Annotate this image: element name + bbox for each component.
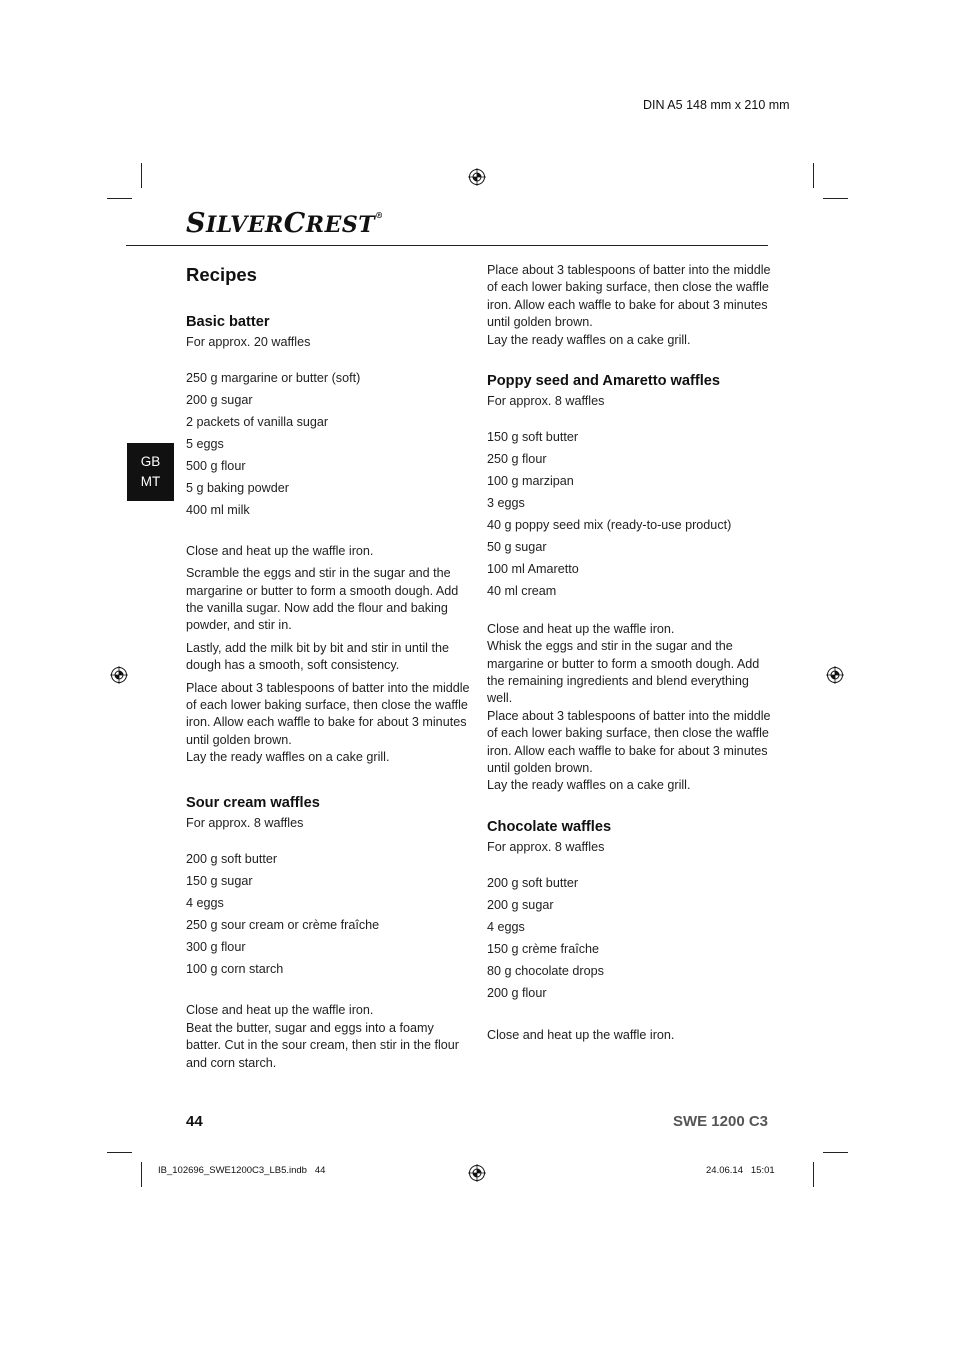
crop-mark xyxy=(813,1162,814,1187)
instruction-step: Close and heat up the waffle iron. xyxy=(487,621,675,636)
ingredient-item: 150 g soft butter xyxy=(487,430,579,445)
ingredient-item: 4 eggs xyxy=(186,895,224,910)
crop-mark xyxy=(813,163,814,188)
language-code-gb: GB xyxy=(140,454,161,469)
section-heading-sour-cream-waffles: Sour cream waffles xyxy=(186,794,320,811)
ingredient-item: 400 ml milk xyxy=(186,502,250,517)
ingredient-item: 40 ml cream xyxy=(487,583,557,598)
registration-mark-icon xyxy=(468,168,486,186)
ingredient-item: 200 g sugar xyxy=(186,393,253,408)
ingredient-item: 5 eggs xyxy=(186,437,224,452)
instruction-step: Whisk the eggs and stir in the sugar and the margarine or butter to form a smooth dough. Add the remaining ingredients and blend everything well. xyxy=(487,639,760,706)
instruction-step: Close and heat up the waffle iron. xyxy=(186,1003,374,1018)
page-number: 44 xyxy=(186,1113,203,1130)
instruction-step: Lay the ready waffles on a cake grill. xyxy=(186,750,390,765)
ingredient-list xyxy=(487,873,772,1004)
crop-mark xyxy=(141,163,142,188)
ingredient-item: 200 g soft butter xyxy=(487,876,579,891)
ingredient-item: 300 g flour xyxy=(186,939,246,954)
left-column xyxy=(186,262,471,1072)
ingredient-item: 250 g flour xyxy=(487,452,547,467)
ingredient-item: 5 g baking powder xyxy=(186,480,289,495)
crop-mark xyxy=(823,198,848,199)
registration-mark-icon xyxy=(826,666,844,684)
instruction-step: Close and heat up the waffle iron. xyxy=(487,1027,675,1042)
instruction-step: Lastly, add the milk bit by bit and stir in until the dough has a smooth, soft consistency. xyxy=(186,640,449,673)
page-title: Recipes xyxy=(186,264,257,285)
print-format-label: DIN A5 148 mm x 210 mm xyxy=(643,98,790,112)
yield-text: For approx. 8 waffles xyxy=(487,839,605,854)
ingredient-item: 2 packets of vanilla sugar xyxy=(186,415,329,430)
model-number: SWE 1200 C3 xyxy=(672,1113,768,1130)
ingredient-item: 200 g sugar xyxy=(487,898,554,913)
section-heading-basic-batter: Basic batter xyxy=(186,314,270,330)
silvercrest-logo: SILVERCREST® xyxy=(186,208,384,239)
ingredient-item: 200 g soft butter xyxy=(186,852,278,867)
ingredient-item: 4 eggs xyxy=(487,919,525,934)
crop-mark xyxy=(107,198,132,199)
ingredient-item: 150 g sugar xyxy=(186,873,253,888)
registration-mark-icon xyxy=(468,1164,486,1182)
ingredient-item: 200 g flour xyxy=(487,985,547,1000)
instruction-step: Place about 3 tablespoons of batter into the middle of each lower baking surface, then close the waffle iron. Allow each waffle to bake for about 3 minutes until golden brown. xyxy=(186,680,470,747)
yield-text: For approx. 8 waffles xyxy=(487,394,605,409)
instruction-step: Close and heat up the waffle iron. xyxy=(186,543,374,558)
print-file-label: IB_102696_SWE1200C3_LB5.indb 44 xyxy=(158,1165,326,1176)
instruction-step: Lay the ready waffles on a cake grill. xyxy=(487,778,691,793)
crop-mark xyxy=(141,1162,142,1187)
crop-mark xyxy=(823,1152,848,1153)
ingredient-item: 3 eggs xyxy=(487,496,525,511)
ingredient-item: 250 g sour cream or crème fraîche xyxy=(186,917,380,932)
ingredient-item: 40 g poppy seed mix (ready-to-use product) xyxy=(487,518,732,533)
section-heading-chocolate-waffles: Chocolate waffles xyxy=(487,818,612,835)
yield-text: For approx. 20 waffles xyxy=(186,335,311,349)
crop-mark xyxy=(107,1152,132,1153)
ingredient-item: 100 ml Amaretto xyxy=(487,561,579,576)
ingredient-item: 250 g margarine or butter (soft) xyxy=(186,371,361,386)
language-tab xyxy=(127,443,174,501)
ingredient-item: 50 g sugar xyxy=(487,539,547,554)
ingredient-item: 150 g crème fraîche xyxy=(487,941,600,956)
registration-mark-icon xyxy=(110,666,128,684)
language-code-mt: MT xyxy=(140,474,161,489)
instruction-step: Scramble the eggs and stir in the sugar and the margarine or butter to form a smooth dough. Add the vanilla sugar. Now add the flour and baking powder, and stir in. xyxy=(186,566,459,633)
ingredient-item: 100 g marzipan xyxy=(487,474,574,489)
ingredient-list xyxy=(186,849,471,980)
section-heading-poppy-seed-amaretto: Poppy seed and Amaretto waffles xyxy=(487,373,721,390)
instruction-step: Place about 3 tablespoons of batter into the middle of each lower baking surface, then close the waffle iron. Allow each waffle to bake for about 3 minutes until golden brown. xyxy=(487,708,771,775)
print-timestamp-label: 24.06.14 15:01 xyxy=(706,1165,775,1176)
yield-text: For approx. 8 waffles xyxy=(186,815,304,830)
ingredient-list xyxy=(186,368,471,521)
header-rule xyxy=(126,245,768,246)
right-column xyxy=(487,262,772,1044)
ingredient-item: 500 g flour xyxy=(186,459,246,474)
instruction-step: Place about 3 tablespoons of batter into the middle of each lower baking surface, then close the waffle iron. Allow each waffle to bake for about 3 minutes until golden brown. xyxy=(487,263,771,330)
instruction-step: Beat the butter, sugar and eggs into a foamy batter. Cut in the sour cream, then stir in the flour and corn starch. xyxy=(186,1020,459,1070)
ingredient-list xyxy=(487,427,772,602)
ingredient-item: 80 g chocolate drops xyxy=(487,963,604,978)
instruction-step: Lay the ready waffles on a cake grill. xyxy=(487,332,691,347)
ingredient-item: 100 g corn starch xyxy=(186,961,284,976)
